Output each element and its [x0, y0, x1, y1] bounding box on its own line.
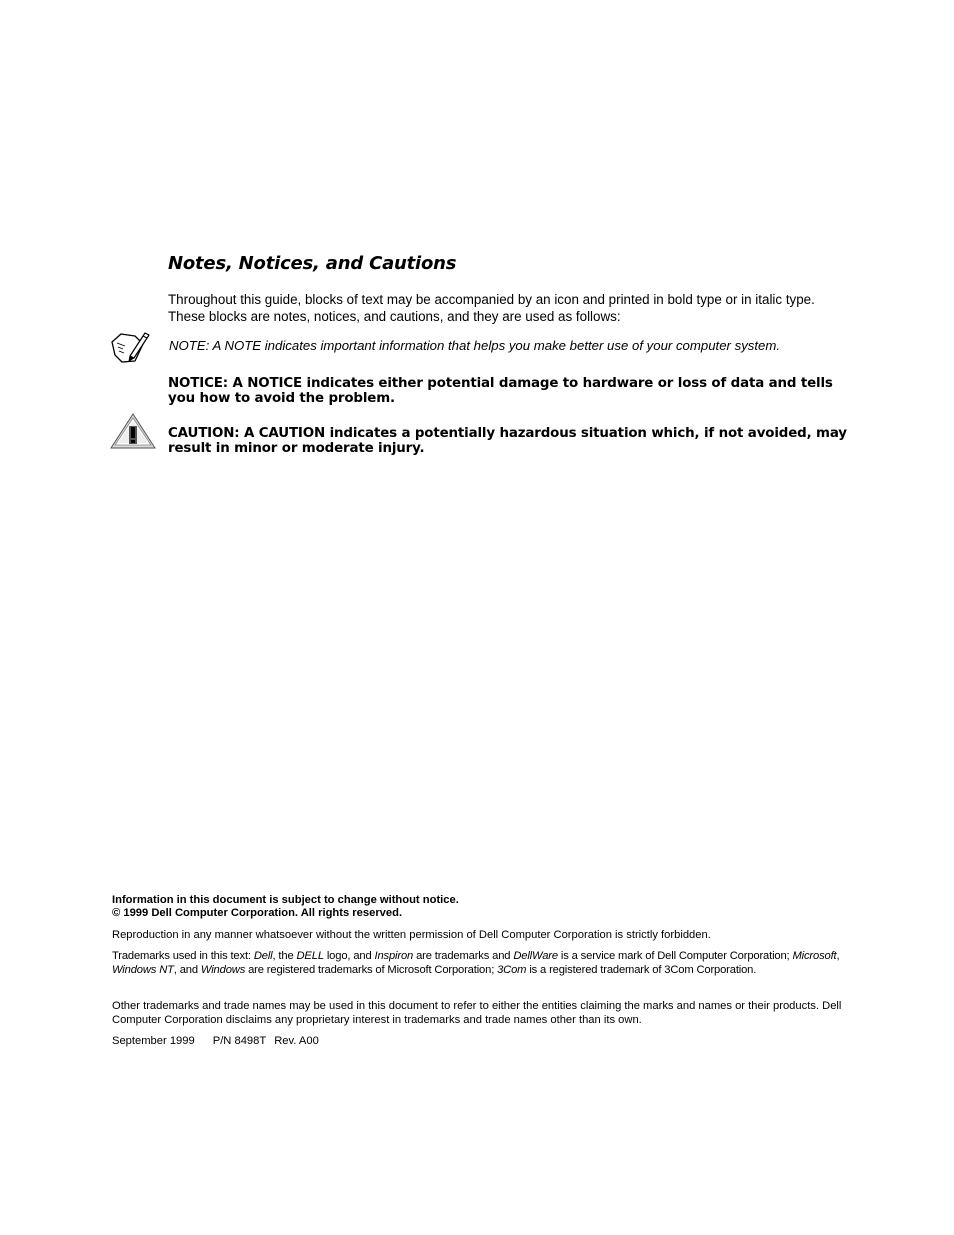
copyright-notice: © 1999 Dell Computer Corporation. All rights reserved.: [112, 907, 403, 919]
caution-text: CAUTION: A CAUTION indicates a potentially hazardous situation which, if not avoided, may result in minor or moderate injury.: [168, 426, 847, 456]
pencil-note-icon: [109, 330, 151, 366]
warning-triangle-icon: [110, 413, 156, 450]
intro-line-2: These blocks are notes, notices, and cautions, and they are used as follows:: [168, 309, 621, 324]
intro-line-1: Throughout this guide, blocks of text may be accompanied by an icon and printed in bold type or in italic type.: [168, 292, 815, 307]
document-footer: [112, 1035, 852, 1049]
other-trademarks-notice: Other trademarks and trade names may be used in this document to refer to either the entities claiming the marks and names or their products. Dell Computer Corporation disclaims any proprietary interest in trademarks and trade names other than its own.: [112, 1000, 842, 1026]
change-notice: Information in this document is subject to change without notice.: [112, 894, 459, 906]
revision: Rev. A00: [274, 1035, 319, 1047]
trademarks-notice: Trademarks used in this text: Dell, the DELL logo, and Inspiron are trademarks and DellWare is a service mark of Dell Computer Corporation; Microsoft, Windows NT, and Windows are registered trademarks of Microsoft Corporation; 3Com is a registered trademark of 3Com Corporation.: [112, 950, 840, 976]
part-number: P/N 8498T: [212, 1035, 267, 1047]
note-text: NOTE: A NOTE indicates important information that helps you make better use of your computer system.: [169, 338, 781, 353]
reproduction-notice: Reproduction in any manner whatsoever without the written permission of Dell Computer Corporation is strictly forbidden.: [112, 929, 711, 941]
publication-date: September 1999: [112, 1035, 195, 1047]
notice-text: NOTICE: A NOTICE indicates either potential damage to hardware or loss of data and tells you how to avoid the problem.: [168, 376, 833, 406]
section-heading: Notes, Notices, and Cautions: [168, 253, 457, 274]
